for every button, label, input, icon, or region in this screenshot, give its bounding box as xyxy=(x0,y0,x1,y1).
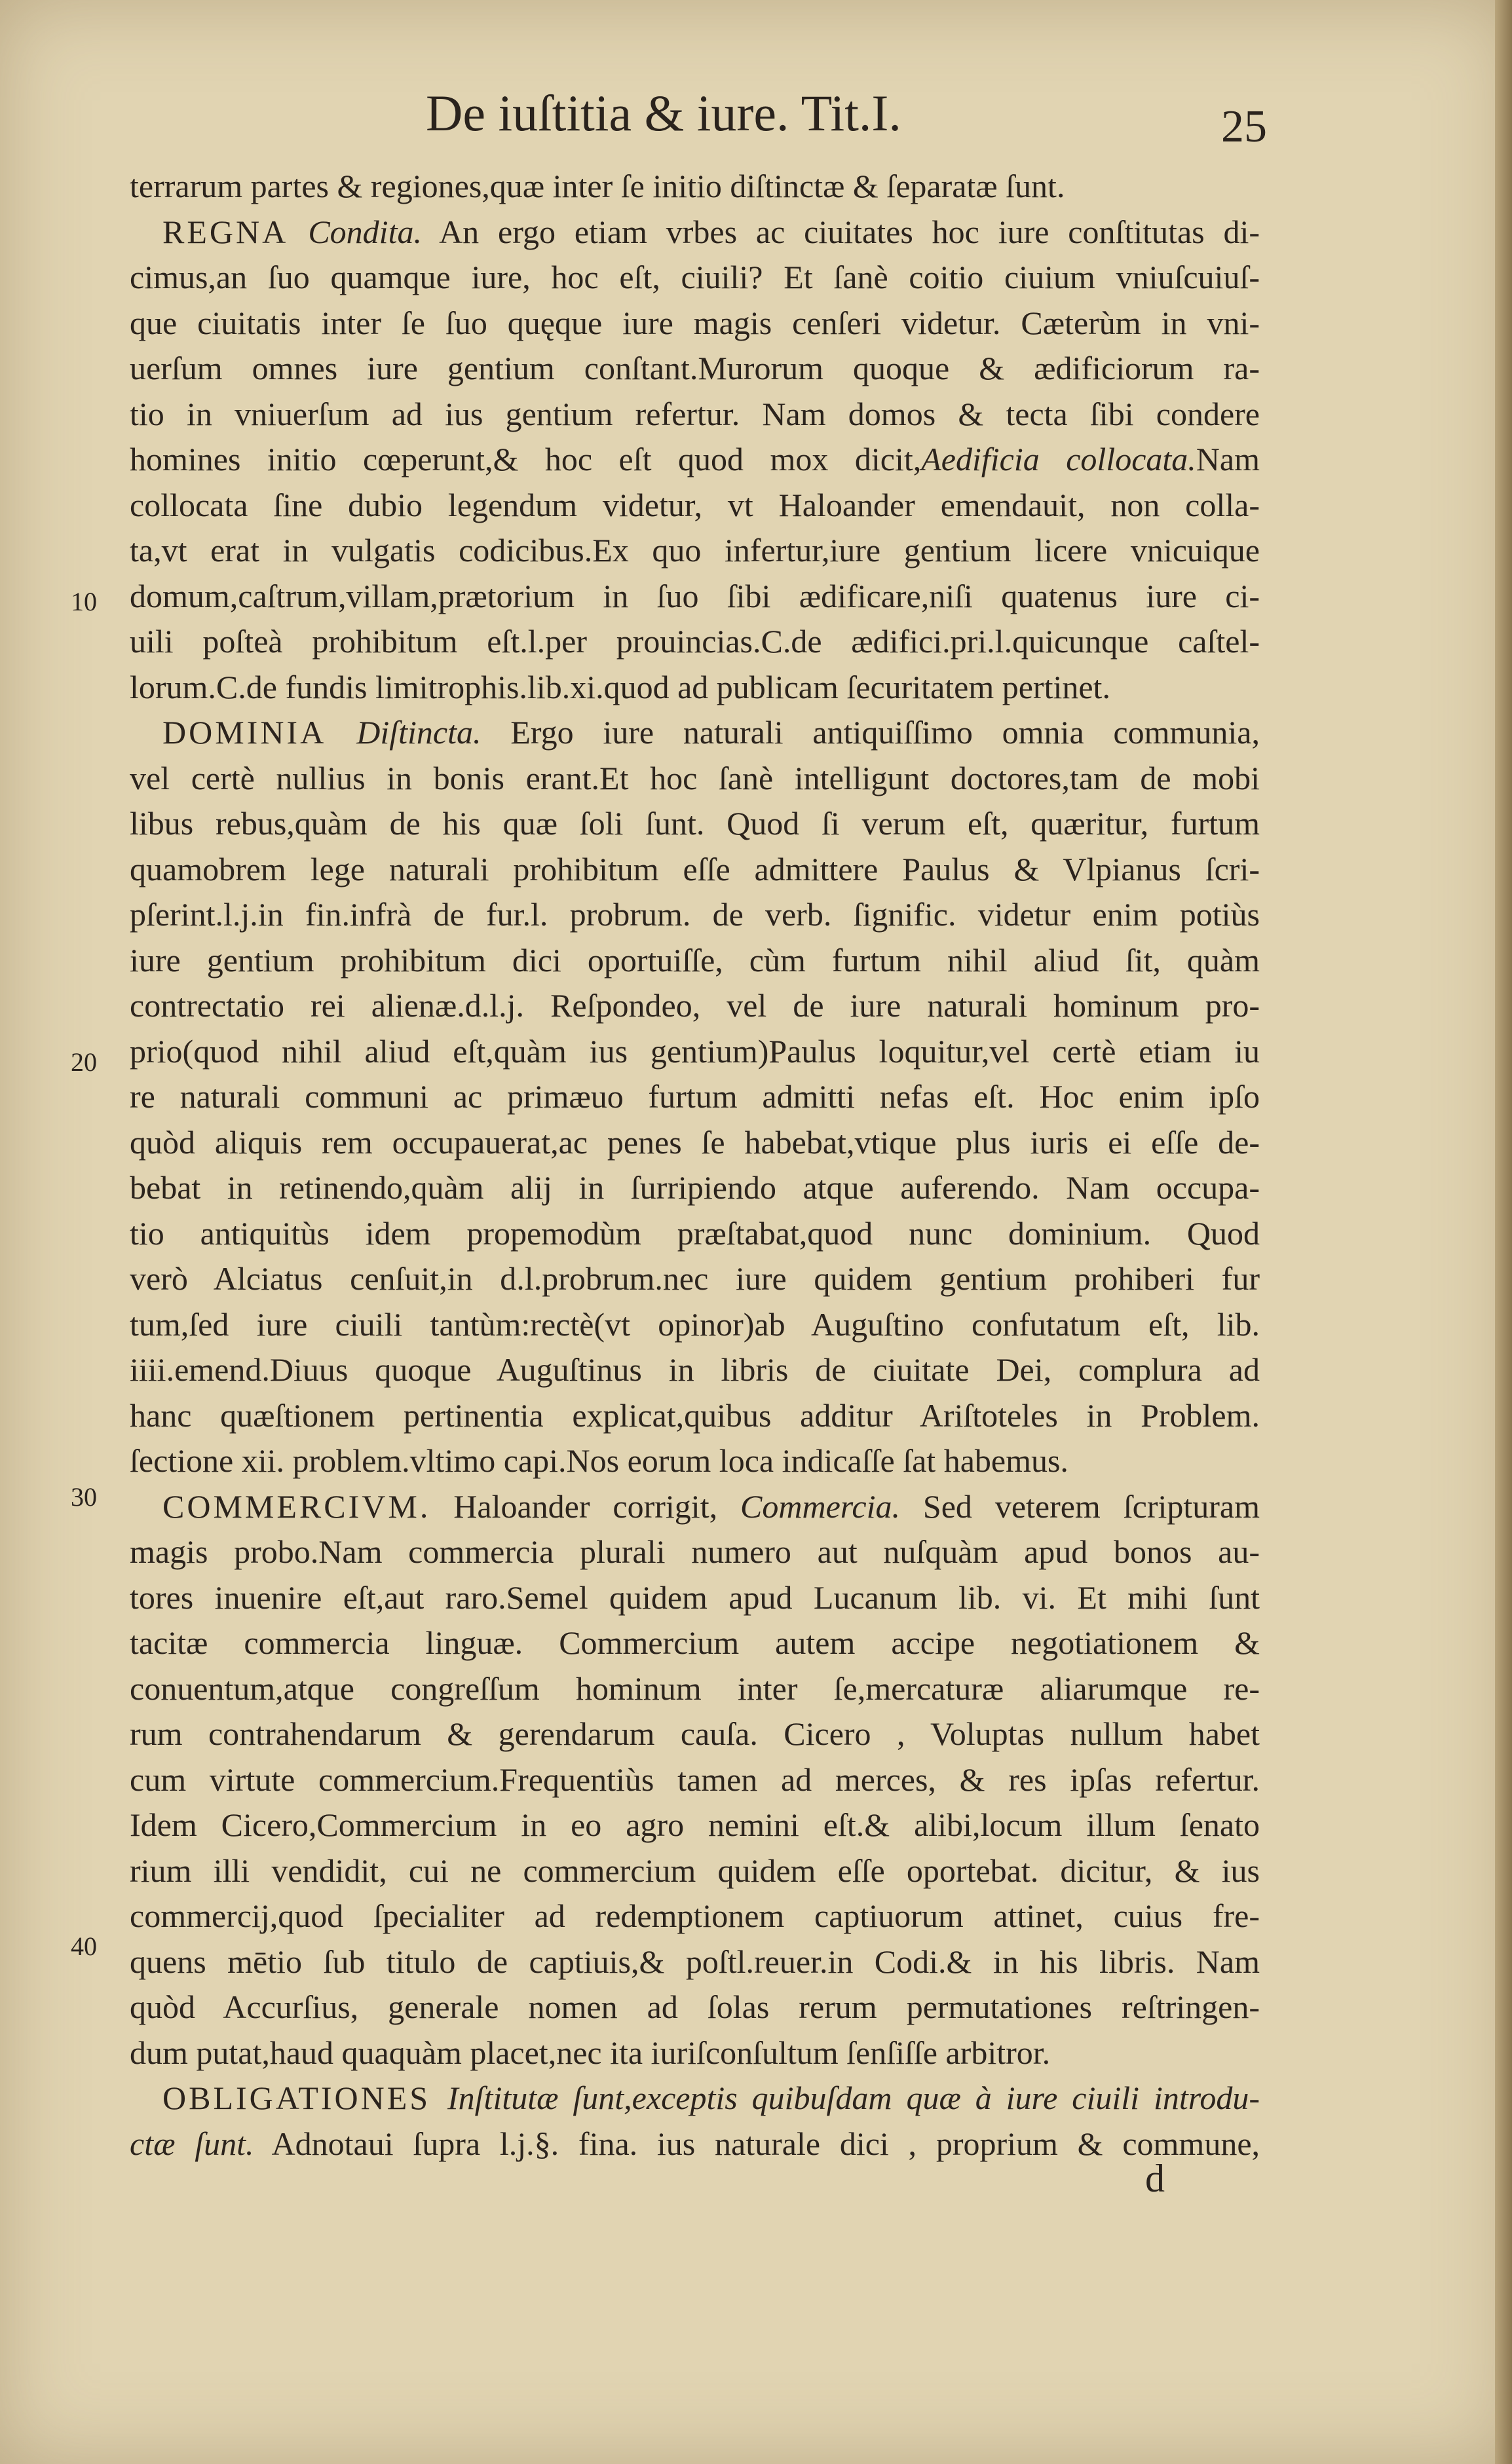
text-segment: terrarum partes & regiones,quæ inter ſe initio diſtinctæ & ſeparatæ ſunt. xyxy=(130,168,1065,204)
text-line xyxy=(130,1894,1260,1939)
margin-line-number: 40 xyxy=(71,1932,97,1961)
italic-citation: ctæ ſunt. xyxy=(130,2125,254,2162)
text-segment: collocata ſine dubio legendum videtur, vt Haloander emendauit, non colla- xyxy=(130,486,1260,523)
text-segment: dum putat,haud quaquàm placet,nec ita iuriſconſultum ſenſiſſe arbitror. xyxy=(130,2034,1051,2071)
text-segment: quòd Accurſius, generale nomen ad ſolas rerum permutationes reſtringen- xyxy=(130,1988,1260,2025)
text-line xyxy=(130,483,1260,529)
text-segment: pſerint.l.j.in fin.infrà de fur.l. probrum. de verb. ſignific. videtur enim potiùs xyxy=(130,896,1260,933)
margin-line-number: 20 xyxy=(71,1047,97,1077)
rubric-lemma: REGNA xyxy=(162,213,309,250)
text-segment: libus rebus,quàm de his quæ ſoli ſunt. Quod ſi verum eſt, quæritur, furtum xyxy=(130,805,1260,842)
running-title: De iuſtitia & iure. Tit.I. xyxy=(426,84,901,141)
text-segment: lorum.C.de fundis limitrophis.lib.xi.quod ad publicam ſecuritatem pertinet. xyxy=(130,668,1110,705)
text-line xyxy=(130,574,1260,620)
text-segment: verò Alciatus cenſuit,in d.l.probrum.nec iure quidem gentium prohiberi fur xyxy=(130,1260,1260,1297)
text-line xyxy=(130,1074,1260,1120)
text-line xyxy=(130,1529,1260,1575)
rubric-lemma: DOMINIA xyxy=(162,714,357,751)
italic-citation: Commercia. xyxy=(740,1487,900,1525)
text-line xyxy=(130,1211,1260,1257)
text-segment: quòd aliquis rem occupauerat,ac penes ſe habebat,vtique plus iuris ei eſſe de- xyxy=(130,1123,1260,1161)
text-line xyxy=(130,1120,1260,1166)
text-segment: uerſum omnes iure gentium conſtant.Murorum quoque & ædificiorum ra- xyxy=(130,350,1260,386)
page-header xyxy=(0,84,1512,156)
body-text xyxy=(130,164,1260,2167)
text-segment: hanc quæſtionem pertinentia explicat,quibus additur Ariſtoteles in Problem. xyxy=(130,1396,1260,1434)
text-line xyxy=(130,437,1260,483)
text-segment: domum,caſtrum,villam,prætorium in ſuo ſibi ædificare,niſi quatenus iure ci- xyxy=(130,577,1260,614)
italic-citation: Diſtincta. xyxy=(356,714,482,751)
text-line xyxy=(130,1165,1260,1211)
text-line xyxy=(130,938,1260,984)
text-segment: tio in vniuerſum ad ius gentium refertur. Nam domos & tecta ſibi condere xyxy=(130,395,1260,432)
text-line xyxy=(130,346,1260,392)
text-line xyxy=(130,1939,1260,1985)
text-line xyxy=(130,665,1260,711)
text-segment: rum contrahendarum & gerendarum cauſa. Cicero , Voluptas nullum habet xyxy=(130,1715,1260,1752)
text-segment: ta,vt erat in vulgatis codicibus.Ex quo infertur,iure gentium licere vnicuique xyxy=(130,532,1260,569)
text-line xyxy=(130,1347,1260,1393)
text-segment: An ergo etiam vrbes ac ciuitates hoc iure conſtitutas di- xyxy=(421,213,1260,250)
text-segment: commercij,quod ſpecialiter ad redemptionem captiuorum attinet, cuius fre- xyxy=(130,1897,1260,1934)
text-segment: Nam xyxy=(1196,441,1260,477)
italic-citation: Aedificia collocata. xyxy=(921,441,1196,477)
signature-mark: d xyxy=(1145,2157,1165,2200)
text-line xyxy=(130,756,1260,802)
text-line xyxy=(130,392,1260,438)
text-line xyxy=(130,1985,1260,2030)
margin-line-number: 10 xyxy=(71,587,97,616)
text-line xyxy=(130,801,1260,847)
text-line xyxy=(130,983,1260,1029)
text-segment: cum virtute commercium.Frequentiùs tamen ad merces, & res ipſas refertur. xyxy=(130,1761,1260,1798)
text-line xyxy=(130,528,1260,574)
text-line xyxy=(130,1029,1260,1075)
text-segment: prio(quod nihil aliud eſt,quàm ius gentium)Paulus loquitur,vel certè etiam iu xyxy=(130,1032,1260,1070)
text-segment: magis probo.Nam commercia plurali numero aut nuſquàm apud bonos au- xyxy=(130,1533,1260,1570)
text-line xyxy=(130,1666,1260,1712)
text-segment: contrectatio rei alienæ.d.l.j. Reſpondeo, vel de iure naturali hominum pro- xyxy=(130,987,1260,1024)
text-segment: iure gentium prohibitum dici oportuiſſe, cùm furtum nihil aliud ſit, quàm xyxy=(130,941,1260,979)
italic-citation: Condita. xyxy=(308,213,422,250)
text-segment: re naturali communi ac primæuo furtum admitti nefas eſt. Hoc enim ipſo xyxy=(130,1078,1260,1115)
text-segment: quamobrem lege naturali prohibitum eſſe admittere Paulus & Vlpianus ſcri- xyxy=(130,850,1260,887)
text-line xyxy=(130,301,1260,346)
text-segment: uili poſteà prohibitum eſt.l.per prouincias.C.de ædifici.pri.l.quicunque caſtel- xyxy=(130,623,1260,660)
text-line xyxy=(130,1302,1260,1348)
text-line xyxy=(130,210,1260,255)
text-segment: tio antiquitùs idem propemodùm præſtabat,quod nunc dominium. Quod xyxy=(130,1214,1260,1252)
text-line xyxy=(130,619,1260,665)
rubric-lemma: COMMERCIVM. xyxy=(162,1487,431,1525)
text-segment: iiii.emend.Diuus quoque Auguſtinus in libris de ciuitate Dei, complura ad xyxy=(130,1351,1260,1388)
text-segment: cimus,an ſuo quamque iure, hoc eſt, ciuili? Et ſanè coitio ciuium vniuſcuiuſ- xyxy=(130,259,1260,295)
text-segment: tum,ſed iure ciuili tantùm:rectè(vt opinor)ab Auguſtino confutatum eſt, lib. xyxy=(130,1305,1260,1343)
text-segment: bebat in retinendo,quàm alij in ſurripiendo atque auferendo. Nam occupa- xyxy=(130,1169,1260,1206)
text-segment: homines initio cœperunt,& hoc eſt quod mox dicit, xyxy=(130,441,922,477)
text-line xyxy=(130,1256,1260,1302)
text-segment: Sed veterem ſcripturam xyxy=(899,1487,1260,1525)
text-segment: tores inuenire eſt,aut raro.Semel quidem apud Lucanum lib. vi. Et mihi ſunt xyxy=(130,1578,1260,1616)
text-line xyxy=(130,1757,1260,1803)
text-line xyxy=(130,255,1260,301)
page-number: 25 xyxy=(1221,102,1267,152)
text-line xyxy=(130,1575,1260,1621)
text-segment: Ergo iure naturali antiquiſſimo omnia communia, xyxy=(481,714,1260,751)
text-line xyxy=(130,847,1260,893)
text-line xyxy=(130,1848,1260,1894)
text-segment: que ciuitatis inter ſe ſuo quęque iure magis cenſeri videtur. Cæterùm in vni- xyxy=(130,304,1260,341)
text-line xyxy=(130,1438,1260,1484)
text-line xyxy=(130,1484,1260,1530)
text-segment: tacitæ commercia linguæ. Commercium autem accipe negotiationem & xyxy=(130,1624,1260,1661)
text-line xyxy=(130,2121,1260,2167)
text-segment: Haloander corrigit, xyxy=(430,1487,741,1525)
text-line xyxy=(130,2030,1260,2076)
text-line xyxy=(130,1802,1260,1848)
rubric-lemma: OBLIGATIONES xyxy=(162,2080,448,2116)
text-line xyxy=(130,1393,1260,1439)
margin-line-number: 30 xyxy=(71,1482,97,1512)
text-segment: Idem Cicero,Commercium in eo agro nemini eſt.& alibi,locum illum ſenato xyxy=(130,1806,1260,1843)
text-line xyxy=(130,892,1260,938)
text-segment: rium illi vendidit, cui ne commercium quidem eſſe oportebat. dicitur, & ius xyxy=(130,1852,1260,1889)
text-segment: Adnotaui ſupra l.j.§. fina. ius naturale dici , proprium & commune, xyxy=(254,2125,1260,2162)
text-segment: vel certè nullius in bonis erant.Et hoc ſanè intelligunt doctores,tam de mobi xyxy=(130,759,1260,796)
text-segment: ſectione xii. problem.vltimo capi.Nos eorum loca indicaſſe ſat habemus. xyxy=(130,1442,1068,1479)
text-segment: conuentum,atque congreſſum hominum inter ſe,mercaturæ aliarumque re- xyxy=(130,1670,1260,1707)
text-line xyxy=(130,1620,1260,1666)
text-line xyxy=(130,2076,1260,2121)
text-line xyxy=(130,710,1260,756)
italic-citation: Inſtitutæ ſunt,exceptis quibuſdam quæ à iure ciuili introdu- xyxy=(447,2080,1260,2116)
text-line xyxy=(130,164,1260,210)
text-line xyxy=(130,1711,1260,1757)
text-segment: quens mētio ſub titulo de captiuis,& poſtl.reuer.in Codi.& in his libris. Nam xyxy=(130,1943,1260,1980)
page-edge-shadow xyxy=(1495,0,1512,2464)
